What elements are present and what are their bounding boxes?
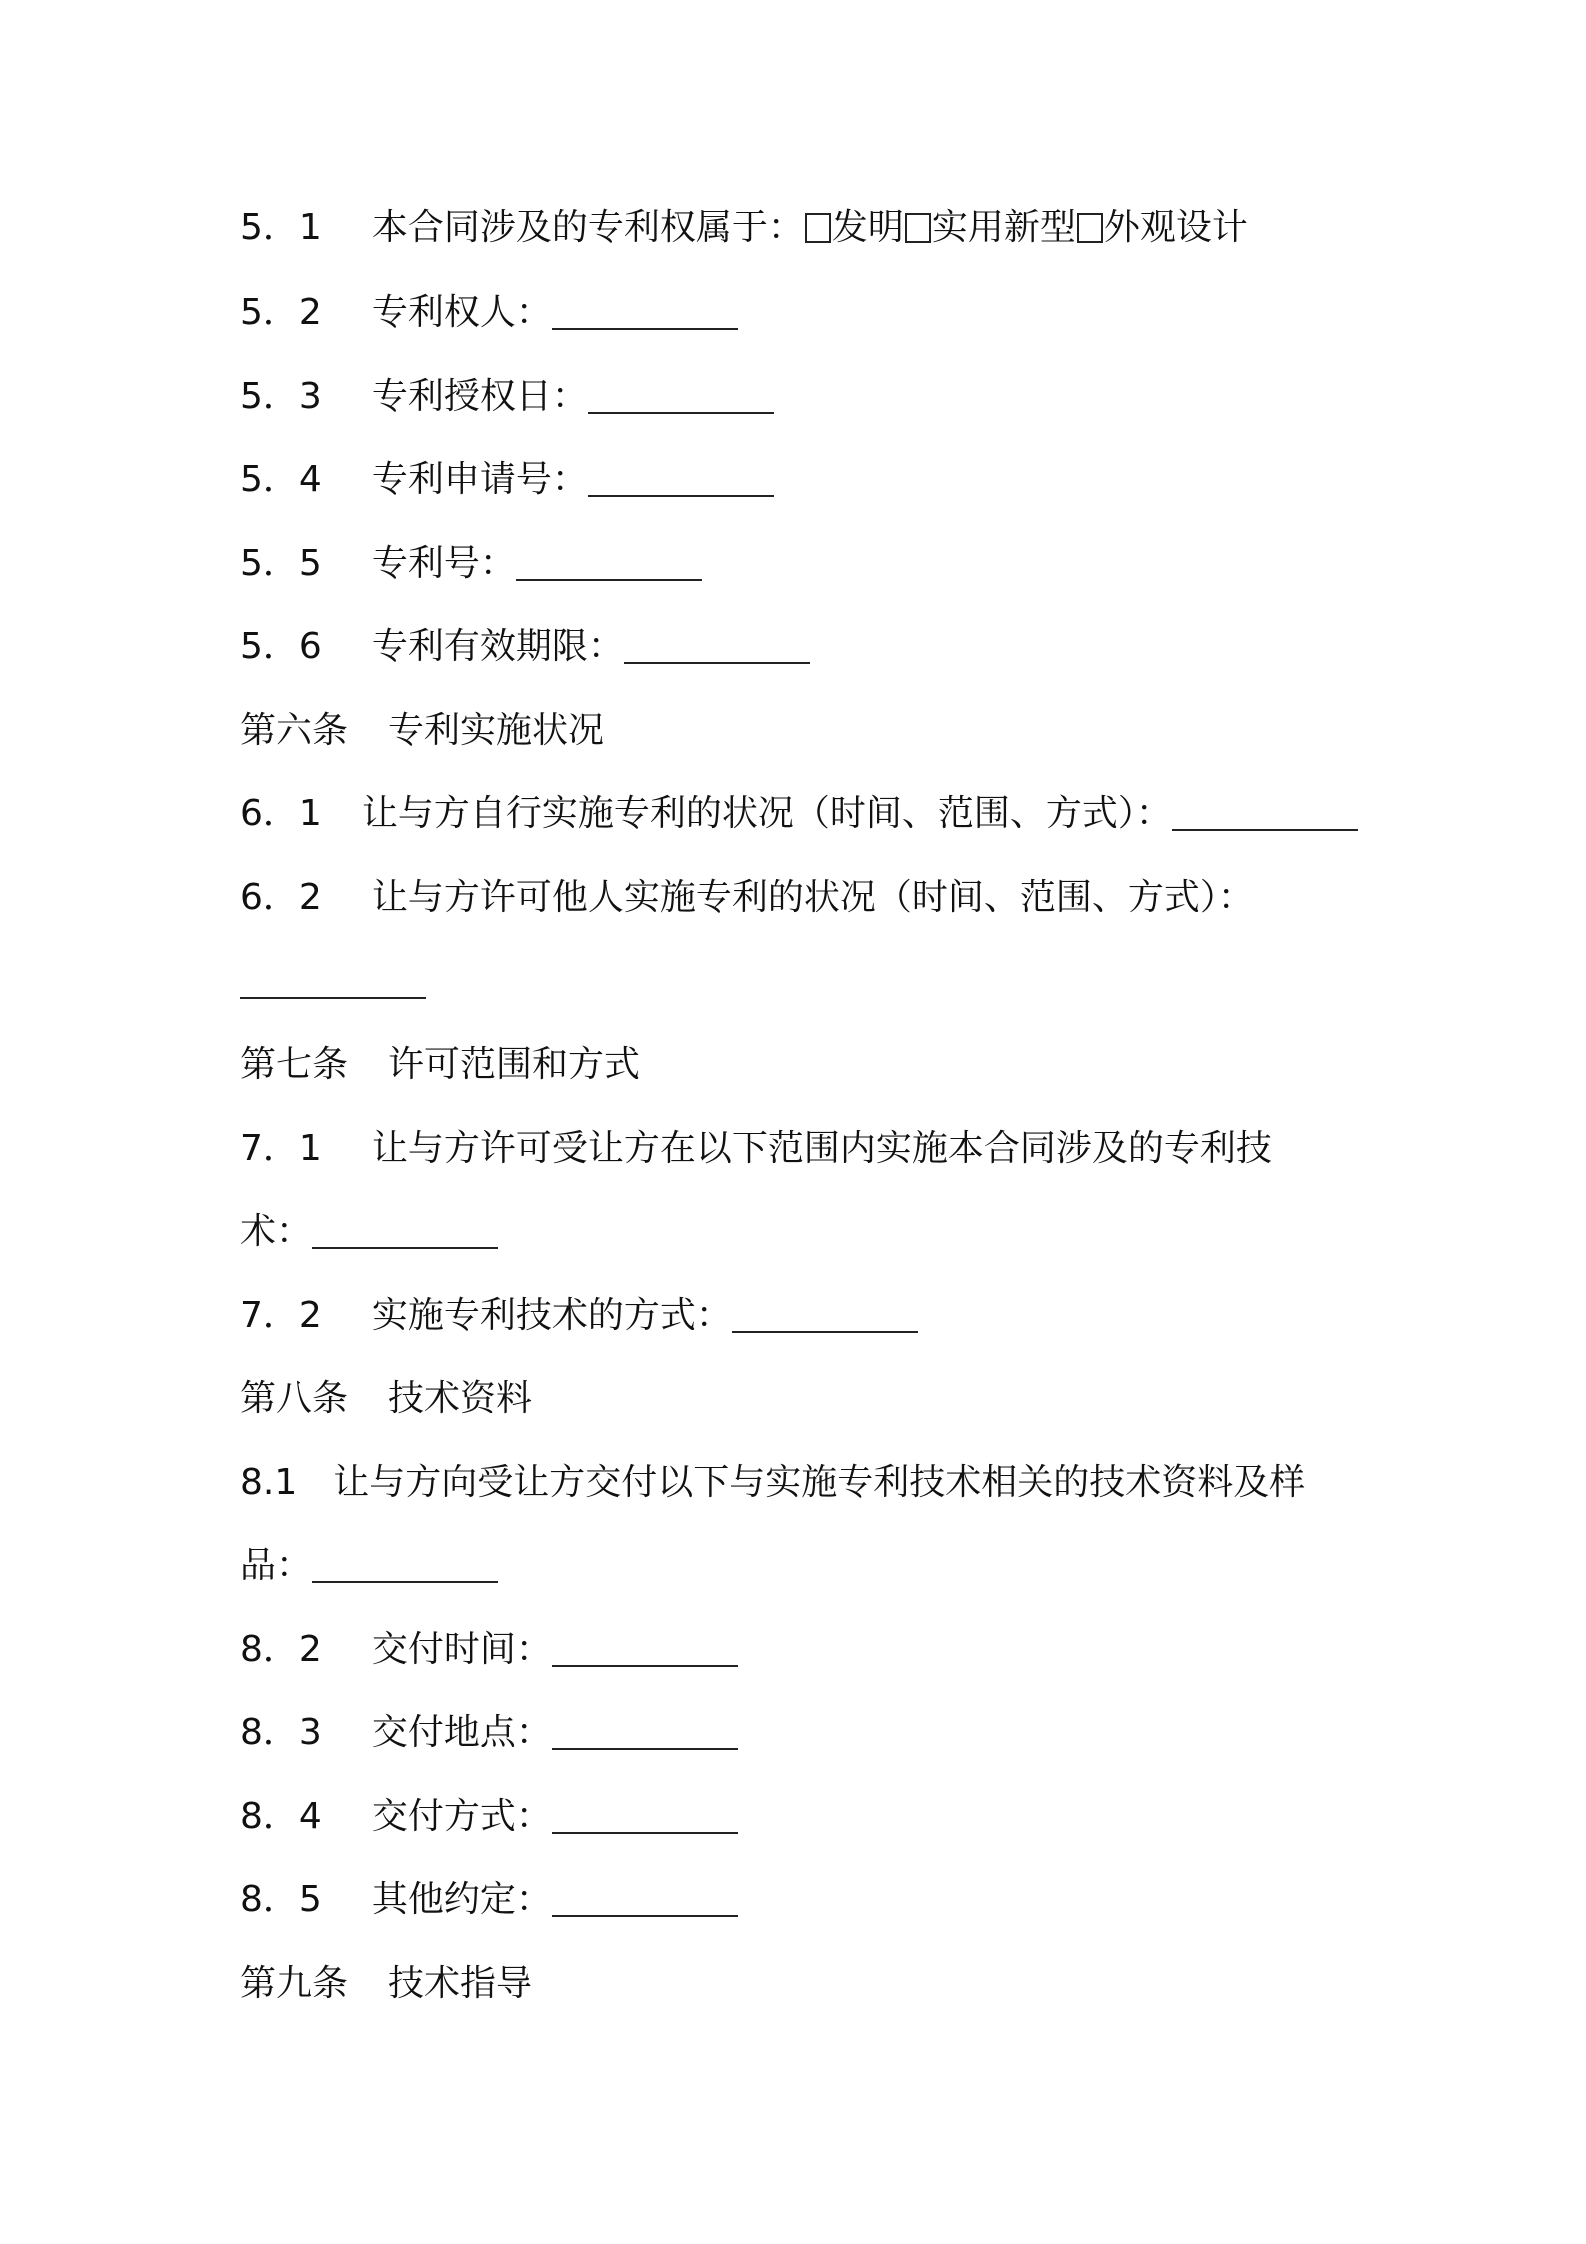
- clause-number: 5．2: [240, 292, 322, 333]
- clause-number: 7．1: [240, 1128, 322, 1169]
- blank-field[interactable]: [552, 1796, 738, 1834]
- article-heading: 技术指导: [388, 1963, 533, 2004]
- article-title: 第七条: [240, 1044, 349, 1085]
- clause-label: 专利权人：: [371, 292, 552, 333]
- clause-8-4: [240, 1789, 738, 1845]
- checkbox-invention[interactable]: [805, 213, 831, 243]
- clause-5-2: [240, 285, 738, 341]
- clause-label: 让与方许可受让方在以下范围内实施本合同涉及的专利技: [371, 1128, 1272, 1169]
- clause-label: 其他约定：: [371, 1879, 552, 1920]
- clause-7-1-cont: [240, 1204, 498, 1260]
- clause-label: 专利授权日：: [371, 376, 588, 417]
- article-title: 第六条: [240, 710, 349, 751]
- blank-field[interactable]: [552, 1629, 738, 1667]
- article-7-heading: [240, 1037, 640, 1093]
- clause-8-2: [240, 1622, 738, 1678]
- article-6-heading: [240, 703, 604, 759]
- clause-number: 5．1: [240, 207, 322, 248]
- clause-label-continued: 品：: [240, 1545, 313, 1586]
- clause-5-3: [240, 369, 774, 425]
- clause-8-3: [240, 1705, 738, 1761]
- clause-number: 5．4: [240, 459, 322, 500]
- clause-number: 5．3: [240, 376, 322, 417]
- clause-6-2: [240, 870, 1254, 926]
- clause-number: 8．4: [240, 1796, 322, 1837]
- clause-label: 本合同涉及的专利权属于：: [371, 207, 804, 248]
- clause-label: 实施专利技术的方式：: [371, 1295, 732, 1336]
- clause-label: 让与方自行实施专利的状况（时间、范围、方式）：: [361, 793, 1172, 834]
- clause-label: 专利申请号：: [371, 459, 588, 500]
- checkbox-utility-model[interactable]: [905, 213, 931, 243]
- clause-number: 8．5: [240, 1879, 322, 1920]
- blank-field[interactable]: [732, 1295, 918, 1333]
- clause-8-5: [240, 1872, 738, 1928]
- clause-7-2: [240, 1288, 918, 1344]
- article-heading: 技术资料: [388, 1378, 533, 1419]
- blank-field[interactable]: [552, 1879, 738, 1917]
- checkbox-design[interactable]: [1077, 213, 1103, 243]
- option-utility-model: 实用新型: [931, 207, 1076, 248]
- clause-label: 交付时间：: [371, 1629, 552, 1670]
- clause-number: 6．2: [240, 877, 322, 918]
- clause-6-1: [240, 786, 1358, 842]
- blank-field[interactable]: [552, 1712, 738, 1750]
- blank-field[interactable]: [588, 376, 774, 414]
- clause-8-1-cont: [240, 1538, 498, 1594]
- article-9-heading: [240, 1956, 532, 2012]
- blank-field[interactable]: [588, 459, 774, 497]
- clause-label: 专利有效期限：: [371, 626, 624, 667]
- article-title: 第八条: [240, 1378, 349, 1419]
- article-heading: 专利实施状况: [388, 710, 605, 751]
- clause-label: 交付方式：: [371, 1796, 552, 1837]
- article-title: 第九条: [240, 1963, 349, 2004]
- clause-number: 5．6: [240, 626, 322, 667]
- clause-5-5: [240, 536, 702, 592]
- clause-label: 让与方许可他人实施专利的状况（时间、范围、方式）：: [371, 877, 1254, 918]
- clause-5-4: [240, 452, 774, 508]
- clause-number: 8．2: [240, 1629, 322, 1670]
- clause-label: 交付地点：: [371, 1712, 552, 1753]
- blank-field[interactable]: [516, 543, 702, 581]
- blank-field[interactable]: [240, 961, 426, 999]
- option-invention: 发明: [831, 207, 904, 248]
- clause-number: 6．1: [240, 793, 322, 834]
- blank-field[interactable]: [312, 1211, 498, 1249]
- blank-field[interactable]: [624, 626, 810, 664]
- clause-number: 8.1: [240, 1462, 298, 1503]
- option-design: 外观设计: [1103, 207, 1248, 248]
- clause-8-1: [240, 1455, 1305, 1511]
- blank-field[interactable]: [1172, 793, 1358, 831]
- clause-5-6: [240, 619, 810, 675]
- clause-number: 7．2: [240, 1295, 322, 1336]
- clause-label-continued: 术：: [240, 1211, 313, 1252]
- clause-6-2-blank: [240, 954, 426, 1010]
- blank-field[interactable]: [312, 1545, 498, 1583]
- clause-number: 8．3: [240, 1712, 322, 1753]
- blank-field[interactable]: [552, 292, 738, 330]
- article-heading: 许可范围和方式: [388, 1044, 641, 1085]
- clause-7-1: [240, 1121, 1272, 1177]
- clause-label: 让与方向受让方交付以下与实施专利技术相关的技术资料及样: [333, 1462, 1306, 1503]
- clause-number: 5．5: [240, 543, 322, 584]
- clause-5-1: [240, 200, 1248, 256]
- clause-label: 专利号：: [371, 543, 516, 584]
- article-8-heading: [240, 1371, 532, 1427]
